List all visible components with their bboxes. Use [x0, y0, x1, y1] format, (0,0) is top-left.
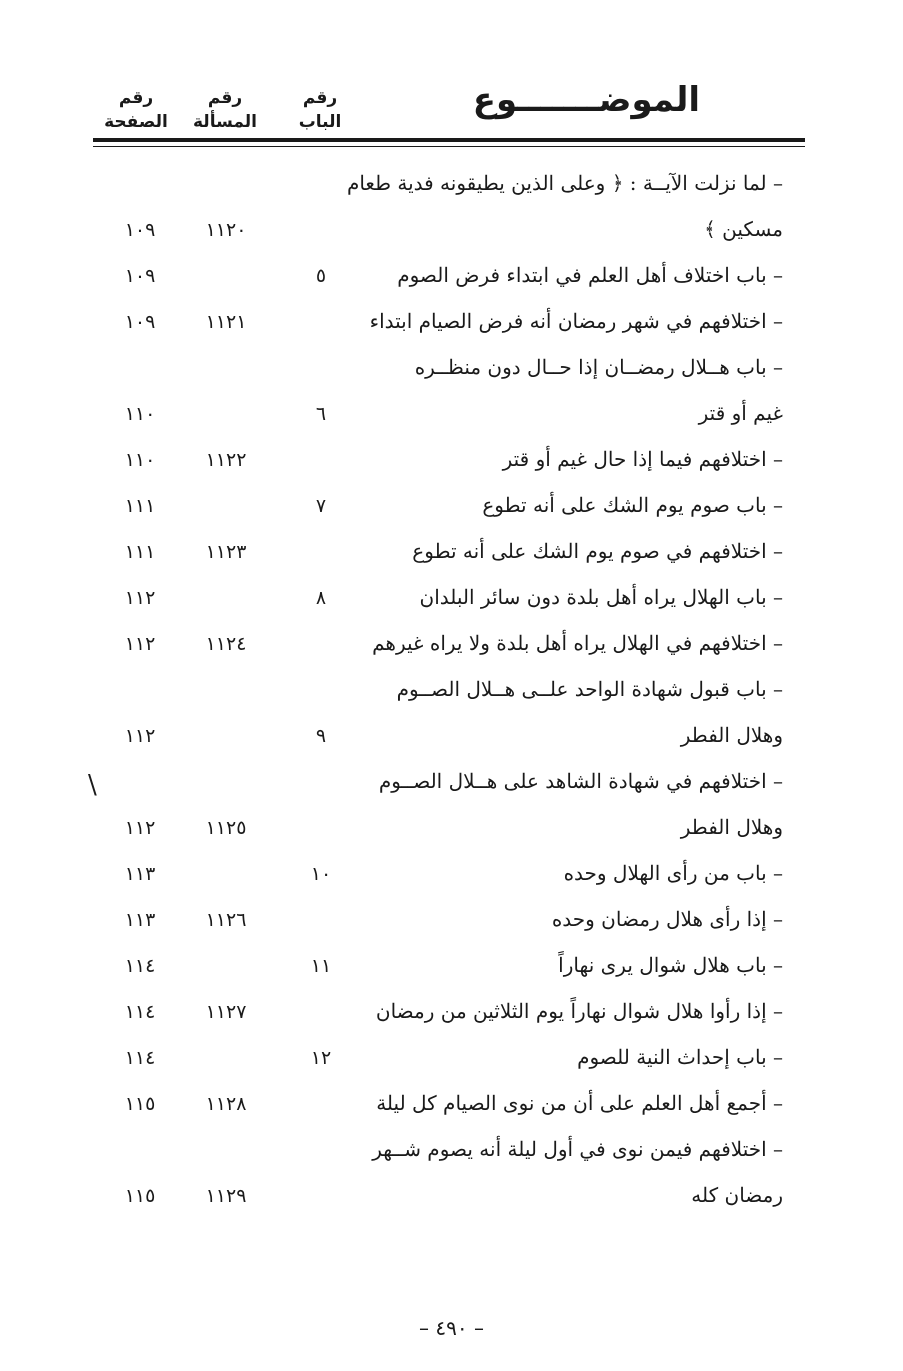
page-ref: ١٠٩: [124, 219, 156, 241]
chapter-number-header: [290, 86, 350, 134]
table-row: [93, 344, 805, 390]
table-row: [93, 206, 805, 252]
page-ref: ١١١: [124, 541, 156, 563]
issue-number: ١١٢٥: [205, 817, 247, 839]
issue-number: ١١٢٠: [205, 219, 247, 241]
entry-subject: – أجمع أهل العلم على أن من نوى الصيام كل ليلة: [376, 1091, 783, 1115]
page-ref: ١١٤: [124, 1047, 156, 1069]
table-row: [93, 712, 805, 758]
entry-subject: – اختلافهم فيمن نوى في أول ليلة أنه يصوم شــهر: [372, 1137, 783, 1161]
table-row: [93, 942, 805, 988]
header-word: رقم: [207, 88, 243, 108]
page-ref: ١١٢: [124, 587, 156, 609]
entry-subject: – اختلافهم في شهادة الشاهد على هــلال الصــوم: [378, 769, 783, 793]
issue-number: ١١٢٣: [205, 541, 247, 563]
table-row: [93, 620, 805, 666]
chapter-number: ٥: [315, 265, 327, 287]
header-rule: [93, 138, 805, 142]
page-ref: ١١٢: [124, 817, 156, 839]
issue-number: ١١٢٩: [205, 1185, 247, 1207]
entry-subject: غيم أو قتر: [698, 401, 783, 425]
issue-number-header: [185, 86, 265, 134]
page-ref: ١١٥: [124, 1185, 156, 1207]
table-row: [93, 1080, 805, 1126]
page-number: – ٤٩٠ –: [419, 1316, 484, 1340]
table-row: [93, 1034, 805, 1080]
table-row: [93, 298, 805, 344]
table-row: [93, 666, 805, 712]
chapter-number: ٦: [315, 403, 327, 425]
table-row: [93, 896, 805, 942]
chapter-number: ٩: [315, 725, 327, 747]
entry-subject: وهلال الفطر: [680, 723, 783, 747]
page-ref: ١١٥: [124, 1093, 156, 1115]
chapter-number: ١٢: [310, 1047, 332, 1069]
table-row: [93, 574, 805, 620]
page-ref: ١١٤: [124, 955, 156, 977]
table-row: [93, 804, 805, 850]
entry-subject: – باب هلال شوال يرى نهاراً: [558, 953, 783, 977]
chapter-number: ٨: [315, 587, 327, 609]
chapter-number: ١١: [310, 955, 332, 977]
issue-number: ١١٢٤: [205, 633, 247, 655]
page-ref: ١٠٩: [124, 265, 156, 287]
page-number-header: [96, 86, 176, 134]
header-word: رقم: [302, 88, 338, 108]
chapter-number: ١٠: [310, 863, 332, 885]
page-ref: ١١٤: [124, 1001, 156, 1023]
entry-subject: – باب هــلال رمضــان إذا حــال دون منظــره: [414, 355, 783, 379]
page-ref: ١١٢: [124, 725, 156, 747]
table-row: [93, 758, 805, 804]
table-row: [93, 252, 805, 298]
issue-number: ١١٢٦: [205, 909, 247, 931]
entry-subject: – إذا رأوا هلال شوال نهاراً يوم الثلاثين من رمضان: [375, 999, 783, 1023]
entry-subject: – اختلافهم في الهلال يراه أهل بلدة ولا يراه غيرهم: [372, 631, 783, 655]
table-row: [93, 850, 805, 896]
table-row: [93, 1126, 805, 1172]
entry-subject: – اختلافهم في شهر رمضان أنه فرض الصيام ابتداء: [369, 309, 783, 333]
table-row: [93, 436, 805, 482]
subject-column-header: الموضـــــــوع: [472, 80, 700, 120]
issue-number: ١١٢١: [205, 311, 247, 333]
entry-subject: رمضان كله: [691, 1183, 783, 1207]
page-ref: ١٠٩: [124, 311, 156, 333]
table-row: [93, 482, 805, 528]
chapter-number: ٧: [315, 495, 327, 517]
table-row: [93, 1172, 805, 1218]
entry-subject: – باب إحداث النية للصوم: [577, 1045, 783, 1069]
issue-number: ١١٢٧: [205, 1001, 247, 1023]
table-row: [93, 988, 805, 1034]
entry-subject: وهلال الفطر: [680, 815, 783, 839]
entry-subject: – باب صوم يوم الشك على أنه تطوع: [482, 493, 783, 517]
header-word: المسألة: [193, 112, 257, 132]
entry-subject: – باب الهلال يراه أهل بلدة دون سائر البلدان: [419, 585, 783, 609]
table-row: [93, 390, 805, 436]
entry-subject: – اختلافهم في صوم يوم الشك على أنه تطوع: [412, 539, 783, 563]
page-ref: ١١٢: [124, 633, 156, 655]
entry-subject: – باب اختلاف أهل العلم في ابتداء فرض الصوم: [397, 263, 783, 287]
entry-subject: – باب من رأى الهلال وحده: [563, 861, 783, 885]
page-ref: ١١٠: [124, 449, 156, 471]
header-word: الباب: [298, 112, 342, 132]
page-ref: ١١٠: [124, 403, 156, 425]
entry-subject: – لما نزلت الآيــة : ﴿ وعلى الذين يطيقونه فدية طعام: [346, 171, 783, 195]
header-word: الصفحة: [104, 112, 168, 132]
table-row: [93, 160, 805, 206]
issue-number: ١١٢٨: [205, 1093, 247, 1115]
entry-subject: – إذا رأى هلال رمضان وحده: [551, 907, 783, 931]
page-ref: ١١١: [124, 495, 156, 517]
table-row: [93, 528, 805, 574]
header-word: رقم: [118, 88, 154, 108]
entry-subject: – اختلافهم فيما إذا حال غيم أو قتر: [502, 447, 783, 471]
header-rule-thin: [93, 146, 805, 147]
margin-mark: \: [88, 770, 97, 800]
entry-subject: مسكين ﴾: [704, 217, 783, 241]
entry-subject: – باب قبول شهادة الواحد علــى هــلال الصــوم: [396, 677, 783, 701]
issue-number: ١١٢٢: [205, 449, 247, 471]
page-ref: ١١٣: [124, 909, 156, 931]
page-ref: ١١٣: [124, 863, 156, 885]
